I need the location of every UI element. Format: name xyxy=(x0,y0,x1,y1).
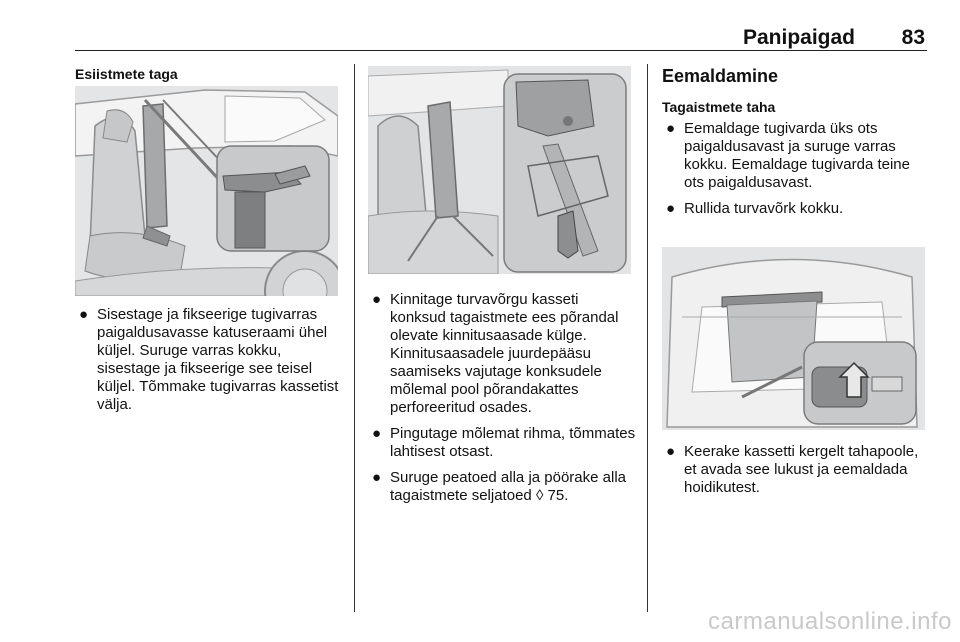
illustration-cassette-hooks xyxy=(368,66,631,274)
illustration-cassette-removal xyxy=(662,247,925,430)
page-reference-link[interactable]: 75. xyxy=(547,487,569,504)
page-header xyxy=(75,26,927,51)
list-item xyxy=(368,469,636,505)
bullet-text: Kinnitage turvavõrgu kasseti konksud tagaistmete ees põrandal olevate kinnitusaasade külge. Kinnitusaasadele juurdepääsu saamiseks vajutage konksudele mõlemal pool põrandakattes perforeeritud osades. xyxy=(390,291,619,416)
list-item xyxy=(662,200,930,218)
bullet-marker: ● xyxy=(372,469,382,486)
bullet-text: Suruge peatoed alla ja pöörake alla tagaistmete seljatoed xyxy=(390,469,627,504)
list-item xyxy=(662,443,930,497)
list-item xyxy=(75,306,343,414)
list-item xyxy=(368,425,636,461)
bullet-marker: ● xyxy=(666,200,676,217)
subheading-behind-rear-seats: Tagaistmete taha xyxy=(662,99,776,115)
page-title: Panipaigad xyxy=(742,26,855,49)
bullet-marker: ● xyxy=(666,443,676,460)
page-reference-icon[interactable]: ◊ xyxy=(535,487,544,504)
list-item xyxy=(662,120,930,192)
list-item xyxy=(368,291,636,417)
section-heading-behind-front-seats: Esiistmete taga xyxy=(75,66,178,82)
bullet-marker: ● xyxy=(666,120,676,137)
page-number: 83 xyxy=(901,26,925,49)
bullet-text: Sisestage ja fikseerige tugivarras paigaldusavasse katuseraami ühel küljel. Suruge varras kokku, sisestage ja fikseerige see teisel küljel. Tõmmake tugivarras kassetist välja. xyxy=(97,306,339,413)
bullet-marker: ● xyxy=(79,306,89,323)
column-divider-2 xyxy=(647,64,648,612)
bullet-text: Pingutage mõlemat rihma, tõmmates lahtisest otsast. xyxy=(390,425,636,460)
bullet-text: Rullida turvavõrk kokku. xyxy=(684,200,844,217)
illustration-support-rod-front xyxy=(75,86,338,296)
section-heading-removal: Eemaldamine xyxy=(662,66,779,86)
watermark: carmanualsonline.info xyxy=(708,608,952,635)
bullet-text: Keerake kassetti kergelt tahapoole, et avada see lukust ja eemaldada hoidikutest. xyxy=(684,443,919,496)
bullet-marker: ● xyxy=(372,291,382,308)
bullet-text: Eemaldage tugivarda üks ots paigaldusavast ja suruge varras kokku. Eemaldage tugivarda teine ots paigaldusavast. xyxy=(684,120,910,191)
bullet-marker: ● xyxy=(372,425,382,442)
column-divider-1 xyxy=(354,64,355,612)
